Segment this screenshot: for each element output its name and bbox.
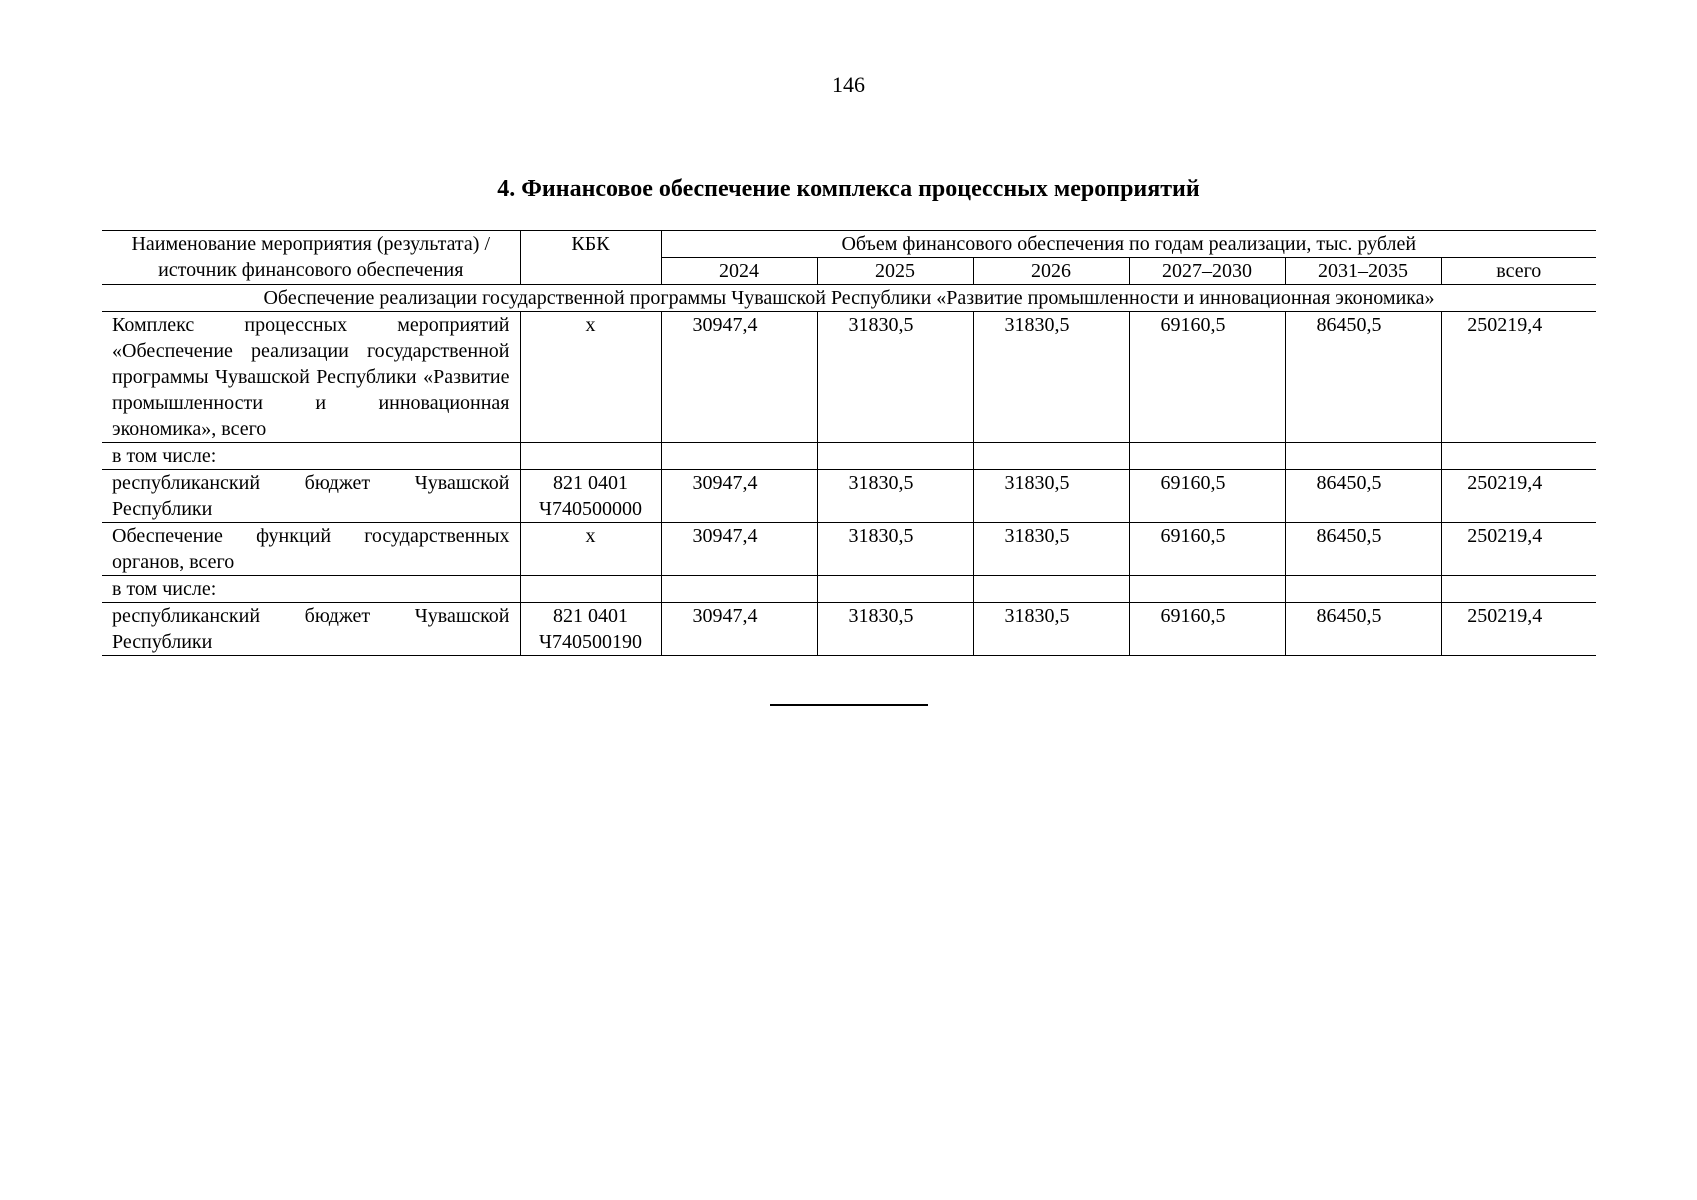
row-value: 31830,5: [973, 603, 1129, 656]
closing-rule: [770, 704, 928, 706]
row-value: 31830,5: [973, 470, 1129, 523]
row-value: 31830,5: [817, 312, 973, 443]
row-value: 250219,4: [1441, 523, 1596, 576]
header-period: 2026: [973, 258, 1129, 285]
row-value: 86450,5: [1285, 312, 1441, 443]
row-value: 69160,5: [1129, 470, 1285, 523]
header-row-1: [102, 231, 1596, 258]
table-row: [102, 312, 1596, 443]
row-kbk: х: [520, 523, 661, 576]
page-number: 146: [832, 72, 865, 97]
row-value: [1285, 443, 1441, 470]
row-name: республиканский бюджет Чувашской Республики: [102, 470, 520, 523]
header-period: 2027–2030: [1129, 258, 1285, 285]
row-name: в том числе:: [102, 443, 520, 470]
row-value: 86450,5: [1285, 470, 1441, 523]
row-value: 31830,5: [817, 603, 973, 656]
row-value: [661, 443, 817, 470]
row-value: 30947,4: [661, 470, 817, 523]
row-kbk: [520, 443, 661, 470]
row-value: 31830,5: [817, 523, 973, 576]
row-kbk: 821 0401 Ч740500000: [520, 470, 661, 523]
row-value: [817, 443, 973, 470]
row-value: 250219,4: [1441, 312, 1596, 443]
row-value: 86450,5: [1285, 603, 1441, 656]
row-kbk: х: [520, 312, 661, 443]
row-value: 69160,5: [1129, 312, 1285, 443]
header-period: всего: [1441, 258, 1596, 285]
row-value: [1129, 576, 1285, 603]
table-row: [102, 443, 1596, 470]
row-value: 30947,4: [661, 603, 817, 656]
table-row: [102, 523, 1596, 576]
row-name: Комплекс процессных мероприятий «Обеспечение реализации государственной программы Чувашской Республики «Развитие промышленности и инновационная экономика», всего: [102, 312, 520, 443]
row-value: [661, 576, 817, 603]
row-value: [973, 576, 1129, 603]
row-value: 31830,5: [973, 312, 1129, 443]
row-value: 69160,5: [1129, 603, 1285, 656]
row-value: [817, 576, 973, 603]
table-row: [102, 470, 1596, 523]
row-value: [1285, 576, 1441, 603]
row-value: 86450,5: [1285, 523, 1441, 576]
financing-table: [102, 230, 1596, 656]
row-value: [1441, 576, 1596, 603]
row-name: в том числе:: [102, 576, 520, 603]
row-kbk: [520, 576, 661, 603]
row-value: 31830,5: [817, 470, 973, 523]
row-value: 30947,4: [661, 523, 817, 576]
row-value: 250219,4: [1441, 603, 1596, 656]
section-title-row: [102, 285, 1596, 312]
row-value: [1129, 443, 1285, 470]
header-name-col: Наименование мероприятия (результата) / источник финансового обеспечения: [102, 231, 520, 285]
header-period: 2031–2035: [1285, 258, 1441, 285]
header-period: 2025: [817, 258, 973, 285]
row-value: 31830,5: [973, 523, 1129, 576]
row-name: Обеспечение функций государственных органов, всего: [102, 523, 520, 576]
header-kbk-col: КБК: [520, 231, 661, 285]
row-value: [1441, 443, 1596, 470]
row-value: 250219,4: [1441, 470, 1596, 523]
header-period: 2024: [661, 258, 817, 285]
row-value: 30947,4: [661, 312, 817, 443]
row-kbk: 821 0401 Ч740500190: [520, 603, 661, 656]
table-row: [102, 603, 1596, 656]
row-name: республиканский бюджет Чувашской Республики: [102, 603, 520, 656]
header-volume-group: Объем финансового обеспечения по годам реализации, тыс. рублей: [661, 231, 1596, 258]
section-heading: 4. Финансовое обеспечение комплекса процессных мероприятий: [497, 176, 1200, 202]
table-row: [102, 576, 1596, 603]
row-value: [973, 443, 1129, 470]
row-value: 69160,5: [1129, 523, 1285, 576]
section-title: Обеспечение реализации государственной программы Чувашской Республики «Развитие промышленности и инновационная экономика»: [102, 285, 1596, 312]
